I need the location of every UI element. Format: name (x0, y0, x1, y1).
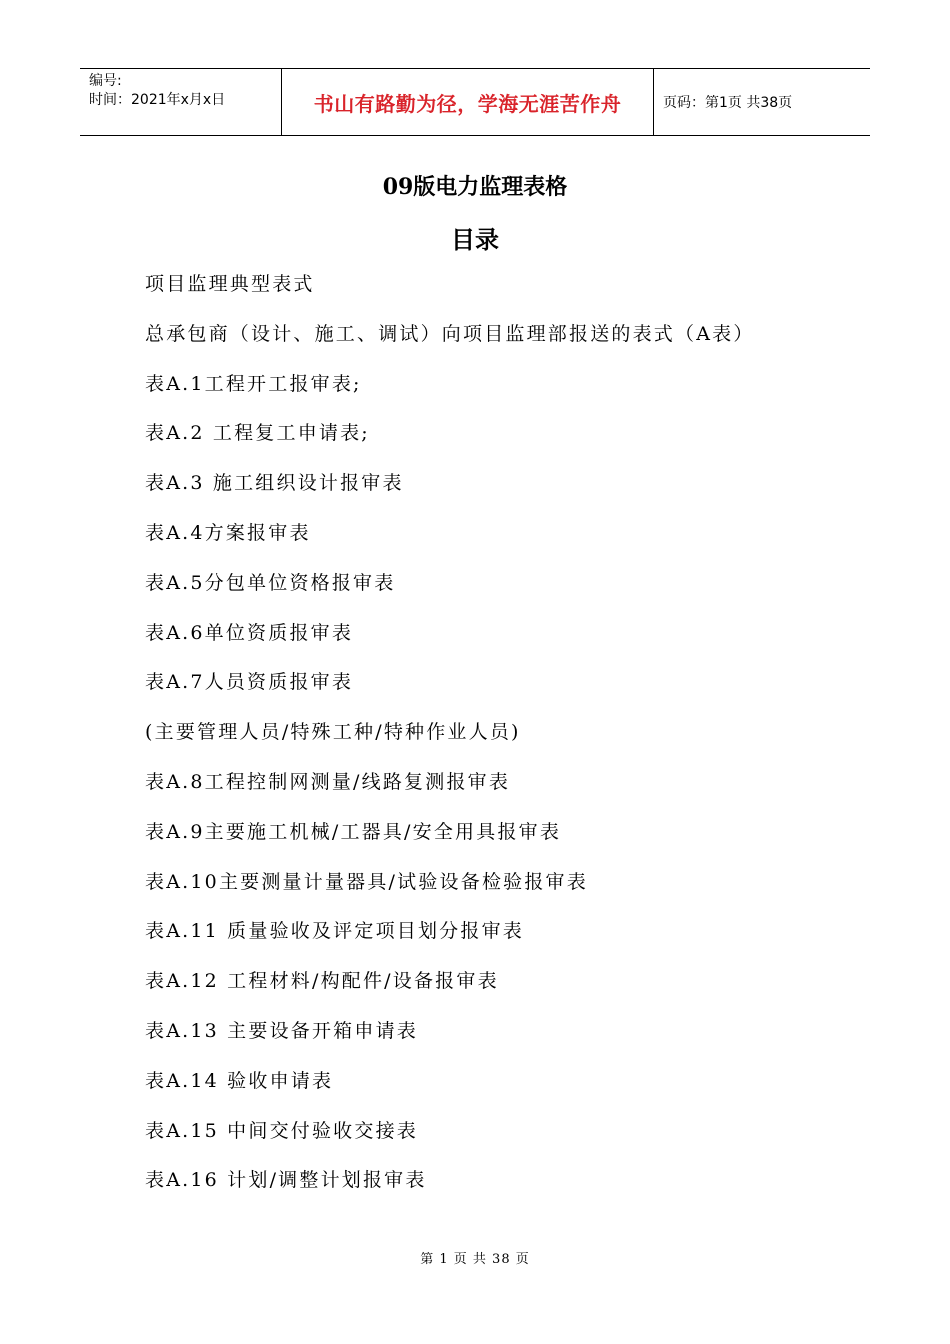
table-of-contents (145, 266, 755, 1212)
toc-item: 表A.2 工程复工申请表; (145, 422, 370, 445)
toc-item: 总承包商（设计、施工、调试）向项目监理部报送的表式（A表） (145, 322, 755, 345)
toc-item: 表A.13 主要设备开箱申请表 (145, 1019, 418, 1042)
toc-item: 表A.7人员资质报审表 (145, 671, 354, 694)
toc-item: 表A.1工程开工报审表; (145, 372, 362, 395)
header-motto: 书山有路勤为径，学海无涯苦作舟 (282, 69, 654, 135)
page-header (80, 68, 870, 136)
header-meta (80, 69, 282, 135)
document-time-label: 时间：2021年x月x日 (89, 92, 226, 108)
toc-item: 表A.3 施工组织设计报审表 (145, 472, 404, 495)
toc-item: 表A.8工程控制网测量/线路复测报审表 (145, 770, 511, 793)
document-title: 09版电力监理表格 (382, 174, 568, 200)
toc-item: 表A.12 工程材料/构配件/设备报审表 (145, 970, 499, 993)
toc-item: 表A.14 验收申请表 (145, 1069, 334, 1092)
document-subtitle: 目录 (451, 225, 499, 254)
toc-item: 表A.4方案报审表 (145, 521, 311, 544)
page-footer: 第 1 页 共 38 页 (420, 1252, 530, 1267)
toc-item: 表A.10主要测量计量器具/试验设备检验报审表 (145, 870, 588, 893)
toc-item: 表A.15 中间交付验收交接表 (145, 1119, 418, 1142)
toc-item: 表A.11 质量验收及评定项目划分报审表 (145, 920, 524, 943)
toc-item: 表A.9主要施工机械/工器具/安全用具报审表 (145, 820, 562, 843)
toc-item: 表A.16 计划/调整计划报审表 (145, 1169, 427, 1192)
toc-item: 表A.5分包单位资格报审表 (145, 571, 396, 594)
toc-item: 表A.6单位资质报审表 (145, 621, 354, 644)
header-page-info: 页码：第1页 共38页 (663, 95, 793, 111)
toc-item: (主要管理人员/特殊工种/特种作业人员) (145, 721, 521, 744)
toc-item: 项目监理典型表式 (145, 273, 315, 295)
document-number-label: 编号: (89, 73, 122, 89)
